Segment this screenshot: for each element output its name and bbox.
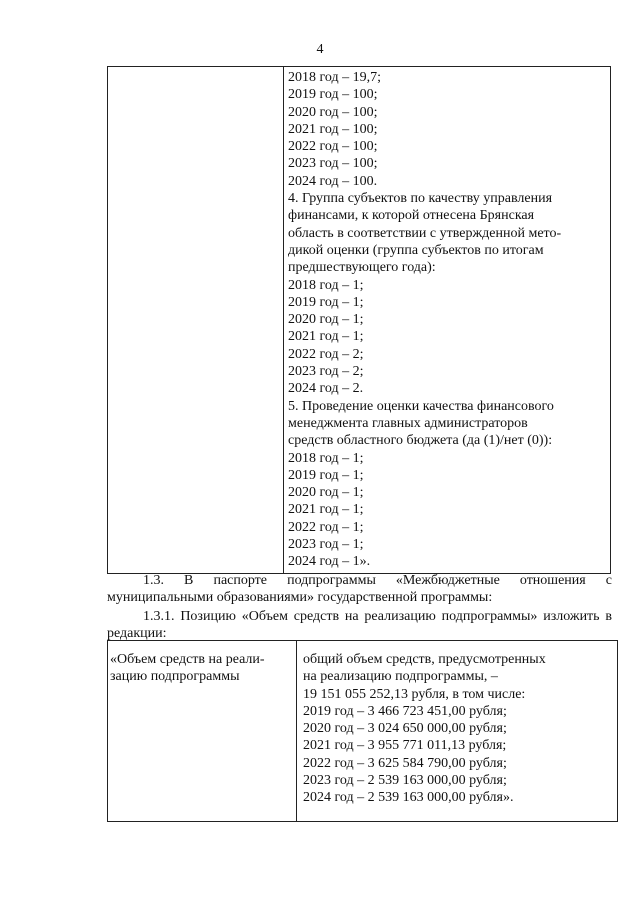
funding-label-cell [108, 641, 297, 822]
text-line: 2019 год – 1; [288, 467, 364, 483]
indicator-values-cell [284, 67, 611, 574]
text-line: 2021 год – 1; [288, 502, 364, 518]
text-line: 2019 год – 1; [288, 294, 364, 310]
text-line: предшествующего года): [288, 260, 436, 276]
text-line: менеджмента главных администраторов [288, 415, 528, 431]
table-row [108, 641, 618, 822]
text-line: 2024 год – 2. [288, 381, 364, 397]
text-line: 2024 год – 1». [288, 554, 371, 570]
text-line: дикой оценки (группа субъектов по итогам [288, 242, 544, 258]
indicator-name-cell [108, 67, 284, 574]
text-line: 2022 год – 2; [288, 346, 364, 362]
text-line: 2021 год – 100; [288, 121, 378, 137]
text-line: 2021 год – 1; [288, 329, 364, 345]
paragraph-1-3-1: 1.3.1. Позицию «Объем средств на реализацию подпрограммы» изложить в редакции: [107, 609, 612, 642]
text-line: 2023 год – 100; [288, 156, 378, 172]
text-line: зацию подпрограммы [110, 669, 240, 685]
text-line: 2019 год – 3 466 723 451,00 рубля; [303, 703, 507, 719]
text-line: 2018 год – 19,7; [288, 70, 382, 85]
text-line: область в соответствии с утвержденной мето- [288, 225, 562, 241]
text-line: 2020 год – 1; [288, 485, 364, 501]
text-line: 2024 год – 100. [288, 173, 378, 189]
text-line: 2022 год – 100; [288, 139, 378, 155]
text-line: 2019 год – 100; [288, 87, 378, 103]
indicators-table [107, 66, 611, 574]
text-line: средств областного бюджета (да (1)/нет (0)): [288, 433, 553, 449]
text-line: 4. Группа субъектов по качеству управления [288, 191, 553, 207]
text-line: общий объем средств, предусмотренных [303, 652, 546, 667]
text-line: 2020 год – 1; [288, 312, 364, 328]
page-number: 4 [316, 42, 324, 57]
text-line: финансами, к которой отнесена Брянская [288, 208, 535, 224]
text-line: 19 151 055 252,13 рубля, в том числе: [303, 686, 526, 702]
text-line: 2018 год – 1; [288, 277, 364, 293]
text-line: «Объем средств на реали- [110, 652, 265, 667]
table-row [108, 67, 611, 574]
text-line: 5. Проведение оценки качества финансового [288, 398, 554, 414]
text-line: 2018 год – 1; [288, 450, 364, 466]
text-line: 2020 год – 3 024 650 000,00 рубля; [303, 721, 507, 737]
funding-values-cell [297, 641, 618, 822]
text-line: 2023 год – 2; [288, 364, 364, 380]
text-line: на реализацию подпрограммы, – [303, 669, 498, 685]
text-line: 2023 год – 1; [288, 537, 364, 553]
text-line: 2024 год – 2 539 163 000,00 рубля». [303, 790, 514, 806]
text-line: 2021 год – 3 955 771 011,13 рубля; [303, 738, 507, 754]
paragraph-1-3: 1.3. В паспорте подпрограммы «Межбюджетные отношения с муниципальными образованиями» государственной программы: [107, 573, 612, 606]
text-line: 2023 год – 2 539 163 000,00 рубля; [303, 773, 507, 789]
funding-table [107, 640, 618, 822]
text-line: 2022 год – 1; [288, 519, 364, 535]
text-line: 2020 год – 100; [288, 104, 378, 120]
text-line: 2022 год – 3 625 584 790,00 рубля; [303, 755, 507, 771]
